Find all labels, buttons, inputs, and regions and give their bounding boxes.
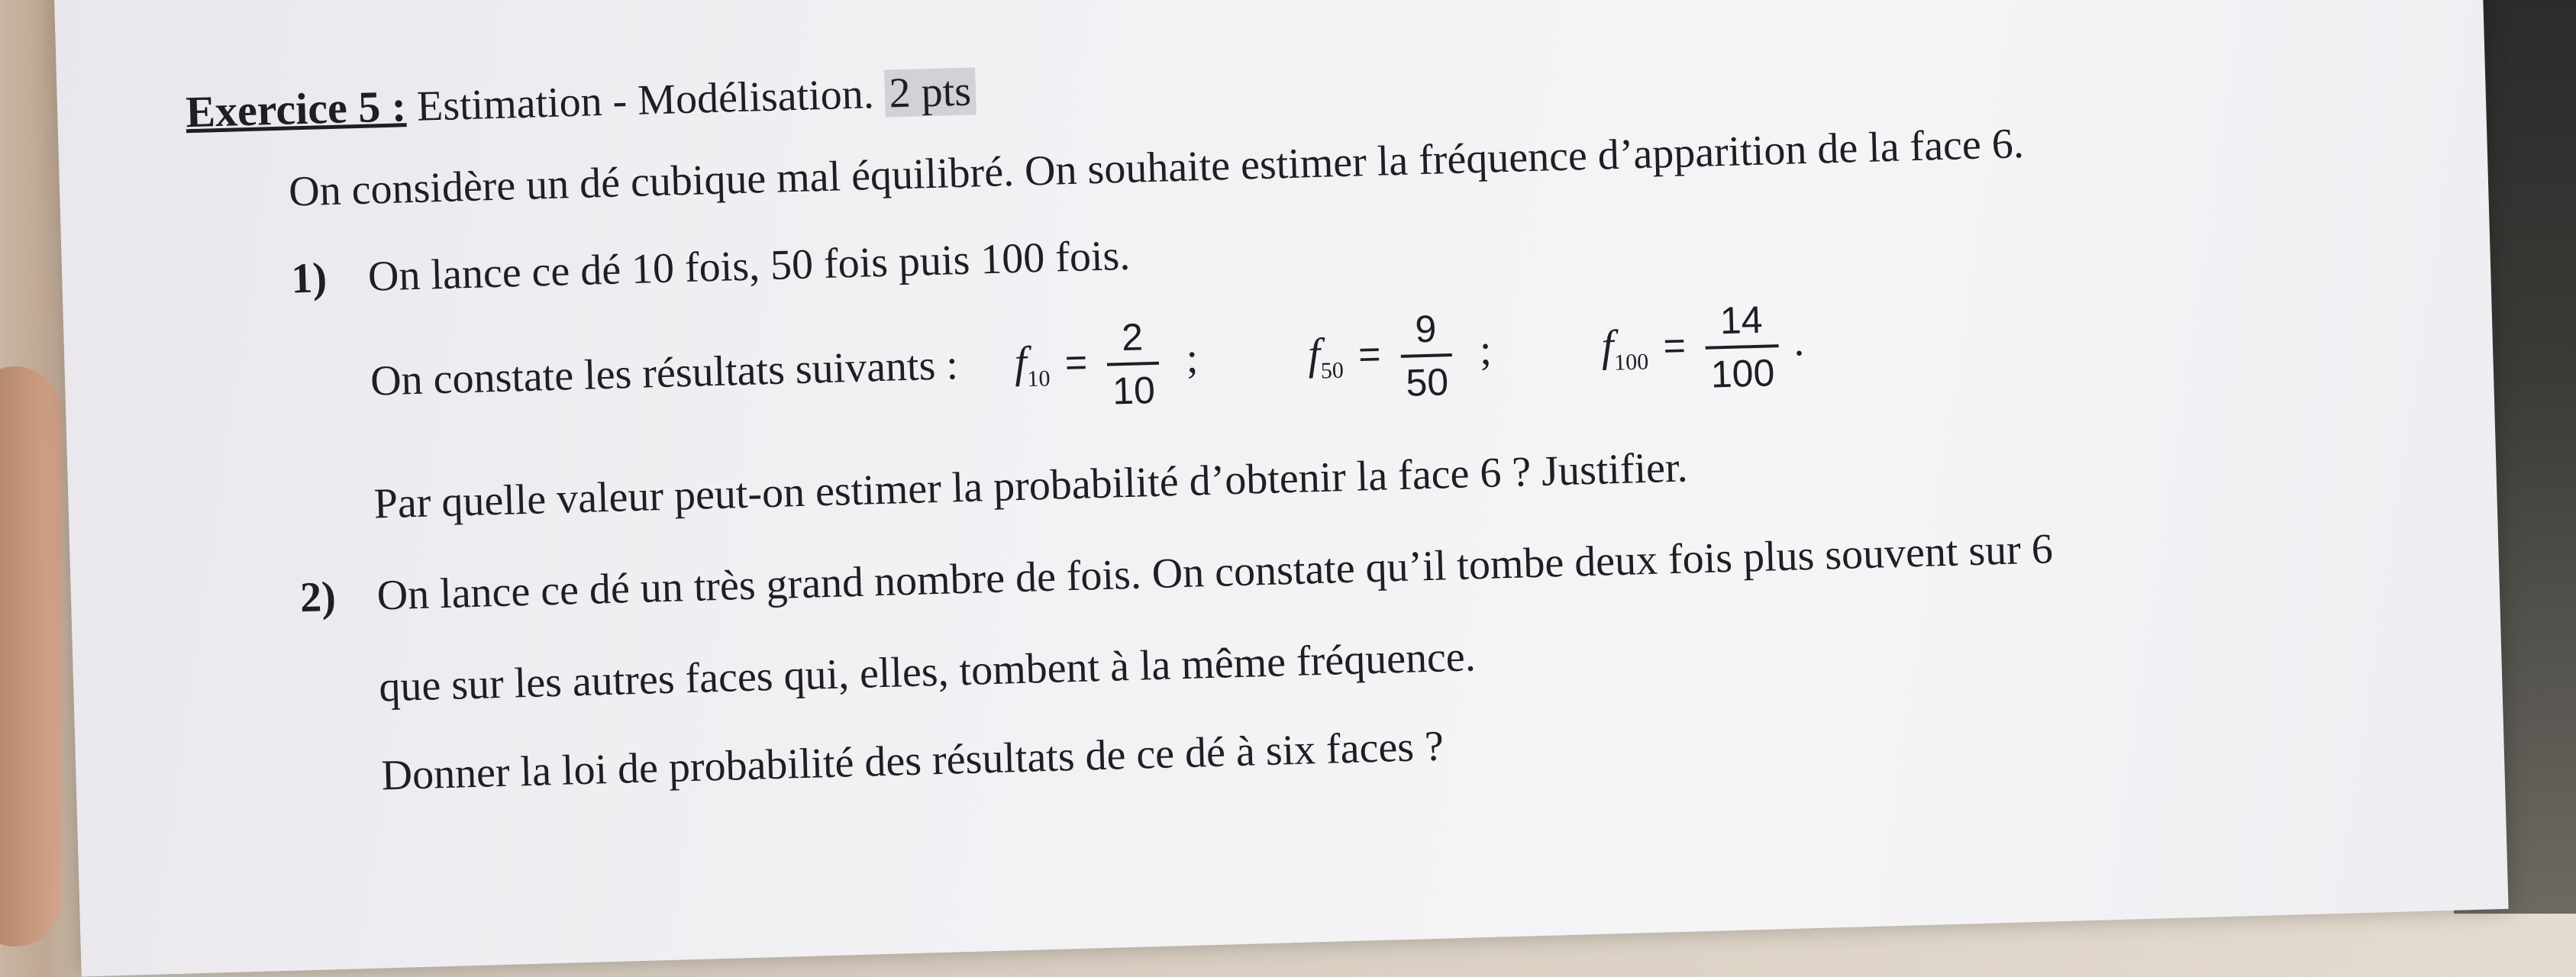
f50-var: $f_{50}$ xyxy=(1307,328,1344,384)
f10-var: $f_{10}$ xyxy=(1013,337,1051,392)
f100-fraction: $\frac{14}{100}$ xyxy=(1704,297,1780,397)
f50-fraction: $\frac{9}{50}$ xyxy=(1399,306,1454,405)
exercise-points: 2 pts xyxy=(884,67,976,117)
q1-results-line xyxy=(370,296,1806,434)
q1-question: Par quelle valeur peut-on estimer la probabilité d’obtenir la face 6 ? Justifier. xyxy=(373,443,1689,528)
intro-text: On considère un dé cubique mal équilibré. On souhaite estimer la fréquence d’apparition de la face 6. xyxy=(288,120,2025,216)
q2-number: 2) xyxy=(299,573,337,622)
q1-results-label: On constate les résultats suivants : xyxy=(370,340,959,405)
q2-question: Donner la loi de probabilité des résultats de ce dé à six faces ? xyxy=(380,722,1445,800)
frequency-f50: $f_{50}$ = $\frac{9}{50}$ ; xyxy=(1307,307,1493,405)
q1-statement: On lance ce dé 10 fois, 50 fois puis 100 fois. xyxy=(367,231,1131,301)
f100-var: $f_{100}$ xyxy=(1600,321,1649,376)
hand xyxy=(0,366,61,946)
frequency-f100: $f_{100}$ = $\frac{14}{100}$ . xyxy=(1600,298,1806,396)
paper-sheet xyxy=(53,0,2509,976)
exercise-label: Exercice 5 : xyxy=(185,81,407,137)
exercise-title: Estimation - Modélisation. xyxy=(416,70,875,131)
q2-statement-1: On lance ce dé un très grand nombre de fois. On constate qu’il tombe deux fois plus souvent sur 6 xyxy=(376,525,2054,620)
exercise-content xyxy=(53,0,2509,976)
q1-statement-line xyxy=(291,231,1131,304)
q1-number: 1) xyxy=(290,254,328,303)
q2-statement-line2: que sur les autres faces qui, elles, tombent à la même fréquence. xyxy=(378,633,1477,711)
q2-statement-line1 xyxy=(299,524,2053,622)
exercise-heading xyxy=(185,64,976,137)
frequency-f10: $f_{10}$ = $\frac{2}{10}$ ; xyxy=(1013,315,1199,413)
f10-fraction: $\frac{2}{10}$ xyxy=(1106,314,1160,414)
